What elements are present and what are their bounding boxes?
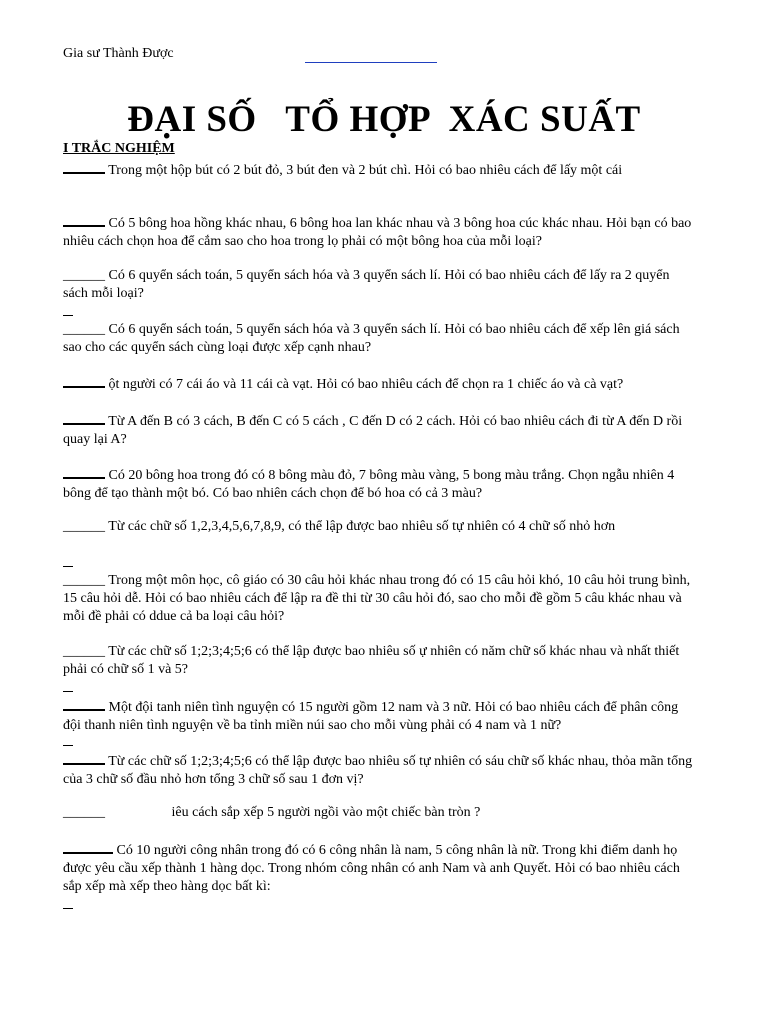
question-item (63, 643, 693, 679)
question-item (63, 374, 693, 394)
page-title: ĐẠI SỐ TỔ HỢP XÁC SUẤT (127, 99, 641, 140)
answer-blank: ______ (63, 268, 105, 283)
answer-blank (63, 751, 105, 765)
header-tutor-name: Gia sư Thành Được (63, 46, 174, 61)
question-text: Có 10 người công nhân trong đó có 6 công nhân là nam, 5 công nhân là nữ. Trong khi điểm danh họ được yêu cầu xếp thành 1 hàng dọc. Trong nhóm công nhân có anh Nam và anh Quyết. Hỏi có bao nhiêu cách sắp xếp mà xếp theo hàng dọc bất kì: (63, 843, 680, 894)
question-text: Trong một hộp bút có 2 bút đỏ, 3 bút đen và 2 bút chì. Hỏi có bao nhiêu cách để lấy một cái (105, 163, 623, 178)
answer-blank: ______ (63, 644, 105, 659)
question-text: Trong một môn học, cô giáo có 30 câu hỏi khác nhau trong đó có 15 câu hỏi khó, 10 câu hỏi trung bình, 15 câu hỏi dễ. Hỏi có bao nhiêu cách để lập ra đề thi từ 30 câu hỏi đó, sao cho mỗi đề gồm 5 câu khác nhau và mỗi đề phải có ddue cả ba loại câu hỏi? (63, 573, 691, 624)
stray-dash (63, 908, 73, 909)
question-text: ột người có 7 cái áo và 11 cái cà vạt. Hỏi có bao nhiêu cách để chọn ra 1 chiếc áo và cà vạt? (105, 377, 624, 392)
question-text: Từ A đến B có 3 cách, B đến C có 5 cách , C đến D có 2 cách. Hỏi có bao nhiêu cách đi từ A đến D rồi quay lại A? (63, 414, 683, 447)
answer-blank (63, 160, 105, 174)
answer-blank: ______ (63, 322, 105, 337)
question-item (63, 213, 693, 251)
question-item (63, 751, 693, 789)
question-item (63, 267, 693, 303)
question-text: Có 20 bông hoa trong đó có 8 bông màu đỏ, 7 bông màu vàng, 5 bong màu trắng. Chọn ngẫu nhiên 4 bông để tạo thành một bó. Có bao nhiên cách chọn để bó hoa có cả 3 màu? (63, 468, 675, 501)
question-item (63, 840, 693, 896)
stray-dash (63, 315, 73, 316)
question-item (63, 321, 693, 357)
answer-blank (63, 374, 105, 388)
answer-blank (63, 697, 105, 711)
question-item (63, 160, 693, 180)
stray-dash (63, 566, 73, 567)
answer-blank (63, 411, 105, 425)
answer-blank: ______ (63, 519, 105, 534)
answer-blank (63, 840, 113, 854)
question-text: Có 6 quyển sách toán, 5 quyển sách hóa và 3 quyển sách lí. Hỏi có bao nhiêu cách để xếp lên giá sách sao cho các quyển sách cùng loại được xếp cạnh nhau? (63, 322, 680, 355)
question-text: iêu cách sắp xếp 5 người ngồi vào một chiếc bàn tròn ? (105, 805, 481, 820)
stray-dash (63, 691, 73, 692)
answer-blank (63, 465, 105, 479)
question-text: Có 5 bông hoa hồng khác nhau, 6 bông hoa lan khác nhau và 3 bông hoa cúc khác nhau. Hỏi bạn có bao nhiêu cách chọn hoa để cắm sao cho hoa trong lọ phải có một bông hoa của mỗi loại? (63, 216, 692, 249)
question-item (63, 804, 693, 822)
question-text: Có 6 quyển sách toán, 5 quyển sách hóa và 3 quyển sách lí. Hỏi có bao nhiêu cách để lấy ra 2 quyển sách mỗi loại? (63, 268, 670, 301)
question-item (63, 465, 693, 503)
section-heading: I TRẮC NGHIỆM (63, 141, 175, 156)
question-text: Từ các chữ số 1;2;3;4;5;6 có thể lập được bao nhiêu số ự nhiên có năm chữ số khác nhau và nhất thiết phải có chữ số 1 và 5? (63, 644, 680, 677)
stray-dash (63, 745, 73, 746)
answer-blank: ______ (63, 805, 105, 820)
answer-blank (63, 213, 105, 227)
question-item (63, 572, 693, 626)
question-item (63, 697, 693, 735)
answer-blank: ______ (63, 573, 105, 588)
question-text: Một đội tanh niên tình nguyện có 15 người gồm 12 nam và 3 nữ. Hỏi có bao nhiêu cách để phân công đội thanh niên tình nguyện về ba tỉnh miền núi sao cho mỗi vùng phải có 4 nam và 1 nữ? (63, 700, 679, 733)
header-link-underline (305, 62, 437, 63)
question-text: Từ các chữ số 1;2;3;4;5;6 có thể lập được bao nhiêu số tự nhiên có sáu chữ số khác nhau, thỏa mãn tổng của 3 chữ số đầu nhỏ hơn tổng 3 chữ số sau 1 đơn vị? (63, 754, 693, 787)
question-text: Từ các chữ số 1,2,3,4,5,6,7,8,9, có thể lập được bao nhiêu số tự nhiên có 4 chữ số nhỏ hơn (105, 519, 616, 534)
question-item (63, 411, 693, 449)
question-item (63, 518, 693, 536)
